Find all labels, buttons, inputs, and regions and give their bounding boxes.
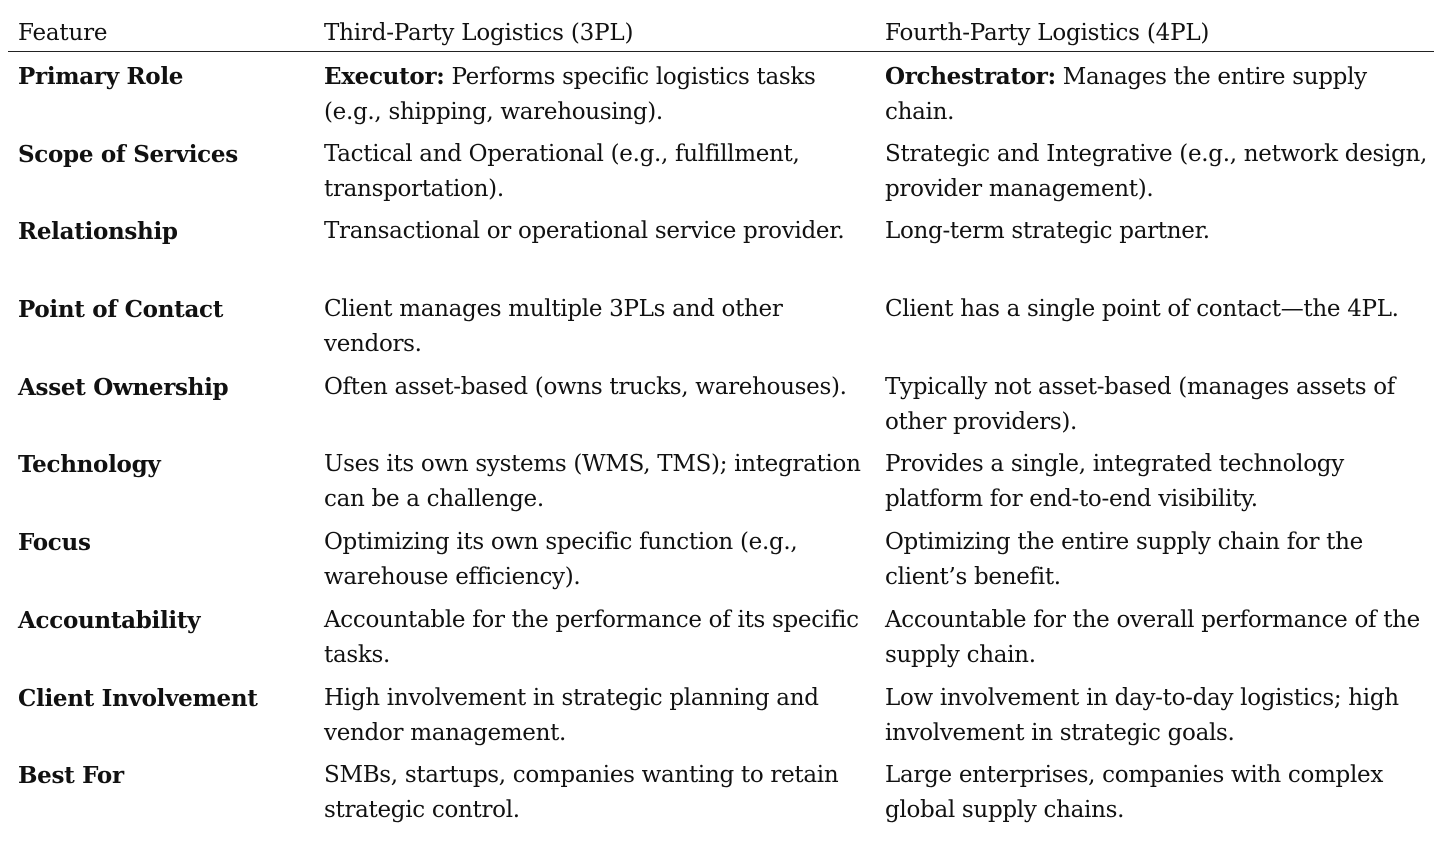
fourth-party-cell: Provides a single, integrated technology platform for end-to-end visibility. <box>885 451 1344 513</box>
fourth-party-cell: Accountable for the overall performance of the supply chain. <box>885 606 1420 668</box>
feature-cell: Asset Ownership <box>18 373 229 401</box>
third-party-cell: Often asset-based (owns trucks, warehouses). <box>324 373 847 400</box>
third-party-cell: Uses its own systems (WMS, TMS); integration can be a challenge. <box>324 451 861 513</box>
third-party-cell: SMBs, startups, companies wanting to retain strategic control. <box>324 762 839 824</box>
cell-lead: Executor: <box>324 63 445 90</box>
third-party-cell: Transactional or operational service provider. <box>324 218 845 245</box>
table-row <box>8 363 1434 441</box>
fourth-party-cell: Optimizing the entire supply chain for the client’s benefit. <box>885 529 1363 591</box>
third-party-cell: Client manages multiple 3PLs and other vendors. <box>324 296 783 358</box>
cell-lead: Orchestrator: <box>885 63 1056 90</box>
table-row <box>8 207 1434 285</box>
feature-cell: Accountability <box>18 606 201 634</box>
header-feature: Feature <box>18 20 108 46</box>
header-fourth-party: Fourth-Party Logistics (4PL) <box>885 20 1210 46</box>
table-row <box>8 596 1434 674</box>
third-party-cell: Optimizing its own specific function (e.g., warehouse efficiency). <box>324 529 798 591</box>
feature-cell: Primary Role <box>18 63 184 90</box>
cell-text: Performs specific logistics tasks (e.g., shipping, warehousing). <box>324 64 816 125</box>
feature-cell: Technology <box>18 451 161 479</box>
table-row <box>8 130 1434 208</box>
feature-cell: Point of Contact <box>18 296 224 324</box>
table-row <box>8 518 1434 596</box>
third-party-cell: High involvement in strategic planning and vendor management. <box>324 684 819 746</box>
feature-cell: Client Involvement <box>18 684 258 712</box>
third-party-cell: Accountable for the performance of its specific tasks. <box>324 606 859 668</box>
fourth-party-cell: Large enterprises, companies with complex global supply chains. <box>885 762 1383 824</box>
feature-cell: Focus <box>18 529 91 557</box>
fourth-party-cell: Strategic and Integrative (e.g., network design, provider management). <box>885 140 1428 202</box>
table-row <box>8 751 1434 829</box>
fourth-party-cell: Client has a single point of contact—the 4PL. <box>885 296 1399 323</box>
feature-cell: Scope of Services <box>18 140 238 168</box>
table-row <box>8 285 1434 363</box>
cell-text: Manages the entire supply chain. <box>885 64 1367 125</box>
table-header-row <box>8 14 1434 52</box>
comparison-table <box>8 14 1434 829</box>
third-party-cell: Tactical and Operational (e.g., fulfillment, transportation). <box>324 140 800 202</box>
table-row <box>8 52 1434 130</box>
header-third-party: Third-Party Logistics (3PL) <box>324 20 634 46</box>
feature-cell: Best For <box>18 762 124 790</box>
feature-cell: Relationship <box>18 218 178 246</box>
fourth-party-cell: Low involvement in day-to-day logistics; high involvement in strategic goals. <box>885 684 1399 746</box>
third-party-cell <box>315 59 876 130</box>
fourth-party-cell: Typically not asset-based (manages assets of other providers). <box>885 373 1395 435</box>
fourth-party-cell <box>876 59 1434 130</box>
table-row <box>8 440 1434 518</box>
fourth-party-cell: Long-term strategic partner. <box>885 218 1210 245</box>
table-row <box>8 674 1434 752</box>
